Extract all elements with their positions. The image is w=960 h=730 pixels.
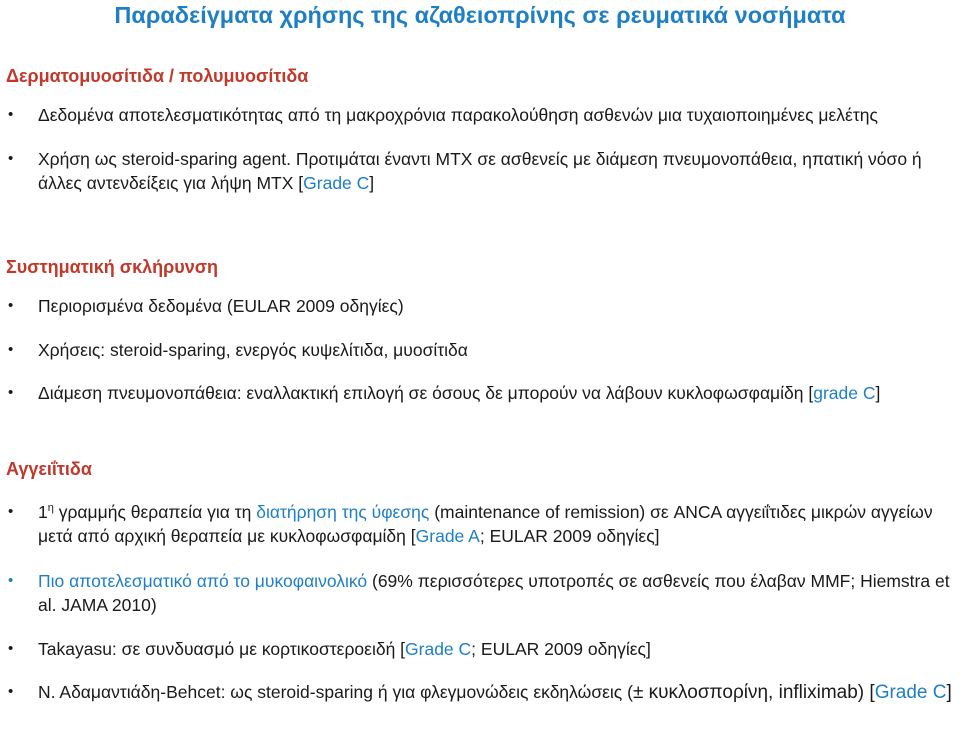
bullet-icon: • bbox=[8, 572, 14, 589]
grade-label: Grade A bbox=[415, 526, 480, 546]
list-item bbox=[8, 637, 956, 661]
list-item bbox=[8, 500, 956, 548]
bullet-text: Περιορισμένα δεδομένα (EULAR 2009 οδηγίες) bbox=[38, 296, 404, 316]
bullet-icon: • bbox=[8, 150, 14, 167]
bullet-text: Χρήσεις: steroid-sparing, ενεργός κυψελίτιδα, μυοσίτιδα bbox=[38, 340, 468, 360]
bullet-icon: • bbox=[8, 106, 14, 123]
list-item bbox=[8, 381, 956, 405]
highlight-text: Πιο αποτελεσματικό από το μυκοφαινολικό bbox=[38, 571, 368, 591]
bullet-text: Διάμεση πνευμονοπάθεια: εναλλακτική επιλογή σε όσους δε μπορούν να λάβουν κυκλοφωσφαμίδη [grade C] bbox=[38, 383, 881, 403]
grade-label: Grade C bbox=[405, 639, 472, 659]
bullet-text: Χρήση ως steroid-sparing agent. Προτιμάται έναντι ΜΤΧ σε ασθενείς με διάμεση πνευμονοπάθεια, ηπατική νόσο ή άλλες αντενδείξεις για λήψη ΜΤΧ [Grade C] bbox=[38, 149, 922, 193]
bullet-icon: • bbox=[8, 640, 14, 657]
list-item bbox=[8, 294, 956, 318]
grade-label: Grade C bbox=[303, 173, 370, 193]
bullet-text: Δεδομένα αποτελεσματικότητας από τη μακροχρόνια παρακολούθηση ασθενών μια τυχαιοποιημένες μελέτης bbox=[38, 105, 878, 125]
bullet-icon: • bbox=[8, 683, 14, 700]
section-heading-dermatomyositis: Δερματομυοσίτιδα / πολυμυοσίτιδα bbox=[6, 66, 309, 86]
grade-label: Grade C bbox=[874, 682, 947, 703]
bullet-text: $1^\eta$ γραμμής θεραπεία για τη διατήρηση της ύφεσης (maintenance of remission) σε ANCA αγγειΐτιδες μικρών αγγείων μετά από αρχική θεραπεία με κυκλοφωσφαμίδη [Grade A; EULAR 2009 οδηγίες] bbox=[38, 502, 933, 546]
bullet-icon: • bbox=[8, 384, 14, 401]
bullet-text: Πιο αποτελεσματικό από το μυκοφαινολικό (69% περισσότερες υποτροπές σε ασθενείς που έλαβαν MMF; Hiemstra et al. JAMA 2010) bbox=[38, 571, 950, 615]
section-heading-vasculitis: Αγγειΐτιδα bbox=[6, 459, 92, 479]
list-item bbox=[8, 680, 956, 705]
section-heading-systemic-sclerosis: Συστηματική σκλήρυνση bbox=[6, 257, 219, 277]
list-item bbox=[8, 103, 956, 127]
highlight-text: διατήρηση της ύφεσης bbox=[256, 502, 430, 522]
list-item bbox=[8, 147, 956, 195]
list-item bbox=[8, 338, 956, 362]
list-item bbox=[8, 569, 956, 617]
bullet-text: Ν. Αδαμαντιάδη-Behcet: ως steroid-sparing ή για φλεγμονώδεις εκδηλώσεις (± κυκλοσπορίνη, infliximab) [Grade C] bbox=[38, 682, 952, 703]
bullet-icon: • bbox=[8, 503, 14, 520]
grade-label: grade C bbox=[813, 383, 876, 403]
bullet-icon: • bbox=[8, 297, 14, 314]
page-title: Παραδείγματα χρήσης της αζαθειοπρίνης σε ρευματικά νοσήματα bbox=[114, 2, 846, 28]
bullet-text: Takayasu: σε συνδυασμό με κορτικοστεροειδή [Grade C; EULAR 2009 οδηγίες] bbox=[38, 639, 651, 659]
bullet-icon: • bbox=[8, 341, 14, 358]
